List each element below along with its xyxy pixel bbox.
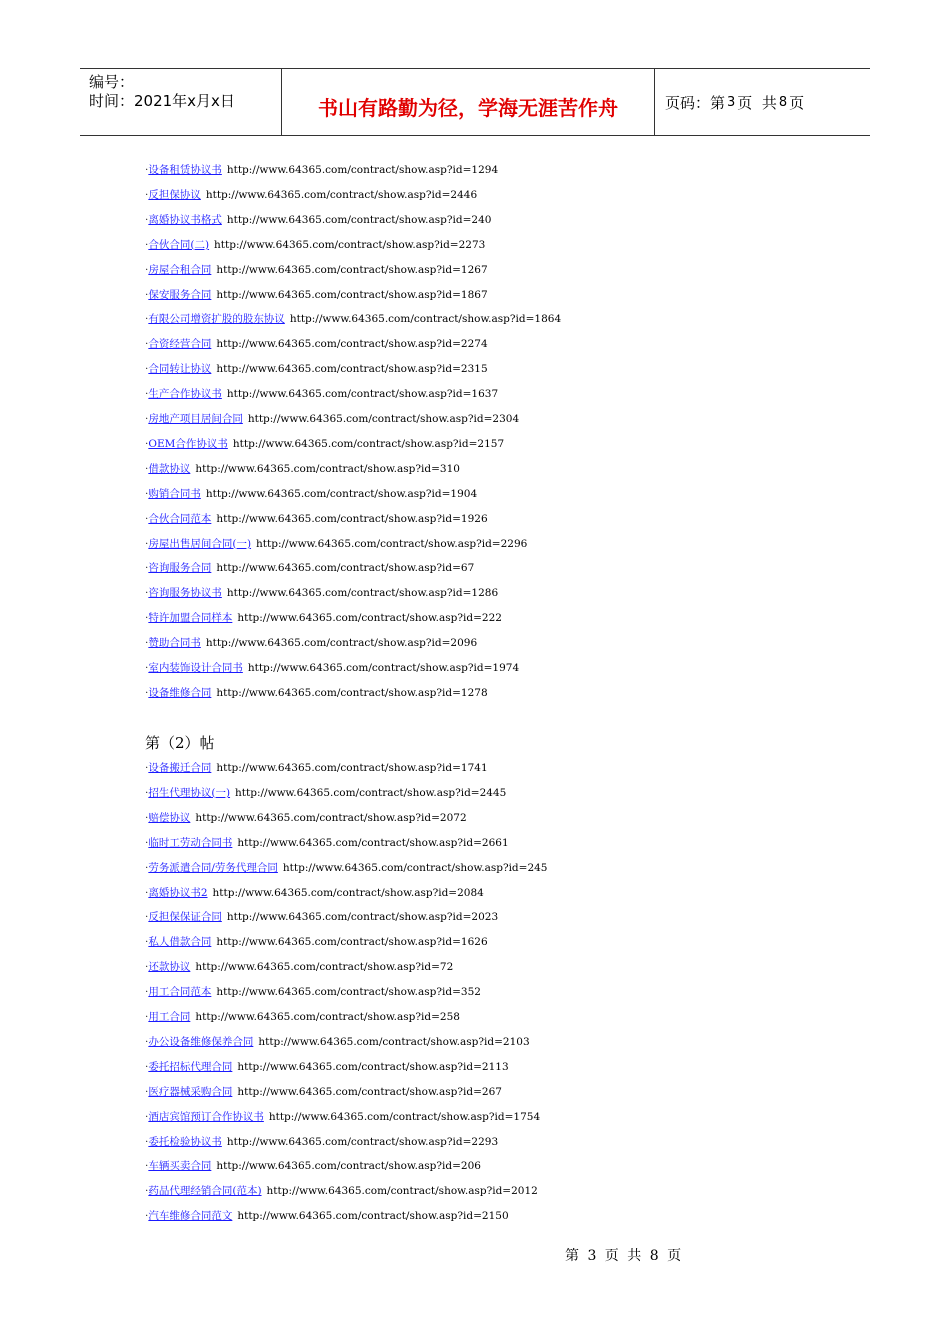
bullet-icon: · (145, 338, 149, 351)
bullet-icon: · (145, 363, 149, 376)
header-meta (80, 69, 281, 135)
contract-link[interactable]: 购销合同书 (148, 487, 201, 500)
contract-url: http://www.64365.com/contract/show.asp?id=2296 (256, 537, 528, 550)
bullet-icon: · (145, 437, 149, 450)
bullet-icon: · (145, 886, 149, 899)
contract-link[interactable]: 反担保保证合同 (148, 911, 222, 924)
contract-url: http://www.64365.com/contract/show.asp?id=2273 (214, 238, 486, 251)
bullet-icon: · (145, 313, 149, 326)
contract-url: http://www.64365.com/contract/show.asp?id=352 (216, 986, 481, 999)
contract-link[interactable]: 反担保协议 (148, 188, 201, 201)
contract-link[interactable]: 设备搬迁合同 (148, 762, 212, 774)
list-item (145, 759, 488, 777)
bullet-icon: · (145, 462, 149, 475)
bullet-icon: · (145, 487, 149, 500)
list-item (145, 310, 561, 328)
list-item (145, 1008, 460, 1026)
page-footer: 第 3 页 共 8 页 (565, 1248, 682, 1264)
bullet-icon: · (145, 786, 149, 799)
bullet-icon: · (145, 911, 149, 924)
contract-url: http://www.64365.com/contract/show.asp?id=2157 (232, 437, 505, 450)
bullet-icon: · (145, 587, 149, 600)
contract-url: http://www.64365.com/contract/show.asp?id=245 (282, 861, 548, 874)
contract-link[interactable]: 室内装饰设计合同书 (148, 662, 243, 674)
contract-url: http://www.64365.com/contract/show.asp?id=2274 (216, 338, 488, 351)
list-item (145, 1182, 538, 1200)
contract-url: http://www.64365.com/contract/show.asp?id=2096 (205, 637, 478, 650)
contract-link[interactable]: 委托招标代理合同 (148, 1060, 233, 1073)
bullet-icon: · (145, 263, 149, 276)
list-item (145, 460, 460, 478)
contract-link[interactable]: 汽车维修合同范文 (148, 1210, 233, 1223)
list-item (145, 535, 527, 553)
bullet-icon: · (145, 662, 149, 674)
list-item (145, 186, 477, 204)
bullet-icon: · (145, 512, 149, 525)
section-heading: 第（2）帖 (145, 734, 215, 752)
contract-link[interactable]: 办公设备维修保养合同 (148, 1035, 254, 1048)
list-item (145, 385, 498, 403)
contract-link[interactable]: 车辆买卖合同 (148, 1160, 212, 1173)
bullet-icon: · (145, 686, 149, 699)
contract-link[interactable]: 私人借款合同 (148, 936, 212, 949)
contract-link[interactable]: 劳务派遣合同/劳务代理合同 (148, 861, 278, 874)
time-label: 时间：2021年x月x日 (89, 92, 235, 110)
page-current: 3 (727, 94, 736, 110)
contract-url: http://www.64365.com/contract/show.asp?id=310 (195, 462, 460, 475)
contract-link[interactable]: 离婚协议书格式 (148, 213, 222, 226)
list-item (145, 236, 485, 254)
list-item (145, 908, 498, 926)
list-item (145, 983, 481, 1001)
contract-url: http://www.64365.com/contract/show.asp?id=1626 (216, 936, 488, 949)
number-label: 编号： (89, 73, 135, 91)
page-suffix: 页 (789, 93, 805, 112)
page-prefix: 页码：第 (665, 93, 726, 112)
contract-url: http://www.64365.com/contract/show.asp?id=2661 (237, 836, 509, 849)
contract-url: http://www.64365.com/contract/show.asp?id=2113 (237, 1060, 509, 1073)
bullet-icon: · (145, 1035, 149, 1048)
contract-link[interactable]: 设备租赁协议书 (148, 164, 222, 176)
bullet-icon: · (145, 1185, 149, 1198)
contract-url: http://www.64365.com/contract/show.asp?id=1867 (216, 288, 488, 301)
contract-link[interactable]: 临时工劳动合同书 (148, 836, 233, 849)
bullet-icon: · (145, 1160, 149, 1173)
bullet-icon: · (145, 637, 149, 650)
bullet-icon: · (145, 936, 149, 949)
list-item (145, 211, 491, 229)
list-item (145, 958, 453, 976)
bullet-icon: · (145, 213, 149, 226)
contract-url: http://www.64365.com/contract/show.asp?id=2446 (205, 188, 478, 201)
list-item (145, 510, 488, 528)
list-item (145, 261, 488, 279)
contract-link[interactable]: 酒店宾馆预订合作协议书 (148, 1110, 264, 1123)
page-header (80, 68, 870, 136)
bullet-icon: · (145, 413, 149, 425)
contract-link[interactable]: 招生代理协议(一) (148, 786, 231, 799)
list-item (145, 410, 519, 428)
page-mid: 页 共 (737, 93, 777, 112)
contract-link[interactable]: 房屋出售居间合同(一) (148, 537, 252, 550)
contract-link[interactable]: 合伙合同(二) (148, 238, 210, 251)
list-item (145, 360, 488, 378)
bullet-icon: · (145, 164, 149, 176)
contract-url: http://www.64365.com/contract/show.asp?id=2315 (216, 363, 488, 376)
list-item (145, 1058, 509, 1076)
contract-url: http://www.64365.com/contract/show.asp?id=2103 (258, 1035, 530, 1048)
contract-url: http://www.64365.com/contract/show.asp?id=2445 (235, 786, 507, 799)
contract-url: http://www.64365.com/contract/show.asp?id=2084 (212, 886, 484, 899)
contract-url: http://www.64365.com/contract/show.asp?id=2304 (247, 413, 520, 425)
contract-url: http://www.64365.com/contract/show.asp?id=2012 (266, 1185, 538, 1198)
contract-url: http://www.64365.com/contract/show.asp?id=1267 (216, 263, 488, 276)
list-item (145, 335, 488, 353)
bullet-icon: · (145, 238, 149, 251)
list-item (145, 584, 498, 602)
bullet-icon: · (145, 612, 149, 625)
list-item (145, 784, 506, 802)
contract-link[interactable]: 药品代理经销合同(范本) (148, 1185, 262, 1198)
bullet-icon: · (145, 1210, 149, 1223)
list-item (145, 1083, 502, 1101)
contract-link[interactable]: 有限公司增资扩股的股东协议 (148, 313, 285, 326)
bullet-icon: · (145, 762, 149, 774)
bullet-icon: · (145, 1135, 149, 1148)
contract-link[interactable]: 还款协议 (148, 961, 191, 974)
contract-link[interactable]: 借款协议 (148, 462, 191, 475)
contract-url: http://www.64365.com/contract/show.asp?id=2293 (226, 1135, 499, 1148)
contract-url: http://www.64365.com/contract/show.asp?id=72 (195, 961, 454, 974)
bullet-icon: · (145, 188, 149, 201)
bullet-icon: · (145, 288, 149, 301)
bullet-icon: · (145, 537, 149, 550)
list-item (145, 485, 477, 503)
contract-url: http://www.64365.com/contract/show.asp?id=2023 (226, 911, 499, 924)
bullet-icon: · (145, 1060, 149, 1073)
contract-url: http://www.64365.com/contract/show.asp?id=206 (216, 1160, 481, 1173)
contract-url: http://www.64365.com/contract/show.asp?id=1974 (247, 662, 520, 674)
contract-url: http://www.64365.com/contract/show.asp?id=1926 (216, 512, 488, 525)
contract-url: http://www.64365.com/contract/show.asp?id=240 (226, 213, 492, 226)
motto: 书山有路勤为径，学海无涯苦作舟 (281, 69, 655, 135)
contract-link[interactable]: 保安服务合同 (148, 288, 212, 301)
contract-link[interactable]: 合资经营合同 (148, 338, 212, 351)
contract-link[interactable]: 赔偿协议 (148, 811, 191, 824)
contract-link[interactable]: 离婚协议书2 (148, 886, 208, 899)
contract-url: http://www.64365.com/contract/show.asp?id=1754 (268, 1110, 541, 1123)
bullet-icon: · (145, 836, 149, 849)
contract-link[interactable]: OEM合作协议书 (148, 437, 228, 450)
bullet-icon: · (145, 388, 149, 401)
contract-url: http://www.64365.com/contract/show.asp?id=267 (237, 1085, 502, 1098)
contract-url: http://www.64365.com/contract/show.asp?id=2072 (195, 811, 467, 824)
contract-link[interactable]: 委托检验协议书 (148, 1135, 222, 1148)
list-item (145, 834, 509, 852)
list-item (145, 684, 488, 702)
contract-url: http://www.64365.com/contract/show.asp?id=1864 (289, 313, 562, 326)
contract-link[interactable]: 房地产项目居间合同 (148, 413, 243, 425)
list-item (145, 609, 502, 627)
list-item (145, 559, 474, 577)
list-item (145, 161, 498, 179)
contract-link[interactable]: 合伙合同范本 (148, 512, 212, 525)
bullet-icon: · (145, 986, 149, 999)
contract-url: http://www.64365.com/contract/show.asp?id=67 (216, 562, 475, 575)
bullet-icon: · (145, 961, 149, 974)
contract-url: http://www.64365.com/contract/show.asp?id=1286 (226, 587, 499, 600)
contract-url: http://www.64365.com/contract/show.asp?id=222 (237, 612, 502, 625)
list-item (145, 1207, 509, 1225)
list-item (145, 809, 467, 827)
contract-link[interactable]: 赞助合同书 (148, 637, 201, 650)
contract-link[interactable]: 特许加盟合同样本 (148, 612, 233, 625)
contract-link[interactable]: 设备维修合同 (148, 686, 212, 699)
bullet-icon: · (145, 1110, 149, 1123)
contract-link[interactable]: 用工合同范本 (148, 986, 212, 999)
list-item (145, 634, 477, 652)
list-item (145, 1108, 540, 1126)
contract-link[interactable]: 医疗器械采购合同 (148, 1085, 233, 1098)
contract-url: http://www.64365.com/contract/show.asp?id=258 (195, 1011, 460, 1023)
list-item (145, 286, 488, 304)
contract-link[interactable]: 房屋合租合同 (148, 263, 212, 276)
contract-url: http://www.64365.com/contract/show.asp?id=1294 (226, 164, 499, 176)
bullet-icon: · (145, 562, 149, 575)
bullet-icon: · (145, 861, 149, 874)
contract-url: http://www.64365.com/contract/show.asp?id=1741 (216, 762, 488, 774)
list-item (145, 933, 488, 951)
contract-link[interactable]: 合同转让协议 (148, 363, 212, 376)
page-indicator (655, 69, 870, 135)
list-item (145, 884, 484, 902)
list-item (145, 1133, 498, 1151)
list-item (145, 1033, 530, 1051)
list-item (145, 659, 519, 677)
list-item (145, 859, 548, 877)
contract-link[interactable]: 生产合作协议书 (148, 388, 222, 401)
contract-link[interactable]: 咨询服务协议书 (148, 587, 222, 600)
bullet-icon: · (145, 811, 149, 824)
list-item (145, 1157, 481, 1175)
contract-url: http://www.64365.com/contract/show.asp?id=1278 (216, 686, 488, 699)
contract-url: http://www.64365.com/contract/show.asp?id=2150 (237, 1210, 509, 1223)
bullet-icon: · (145, 1085, 149, 1098)
contract-url: http://www.64365.com/contract/show.asp?id=1904 (205, 487, 478, 500)
bullet-icon: · (145, 1011, 149, 1023)
contract-link[interactable]: 咨询服务合同 (148, 562, 212, 575)
contract-url: http://www.64365.com/contract/show.asp?id=1637 (226, 388, 499, 401)
contract-link[interactable]: 用工合同 (148, 1011, 191, 1023)
list-item (145, 435, 504, 453)
page-total: 8 (778, 94, 788, 110)
